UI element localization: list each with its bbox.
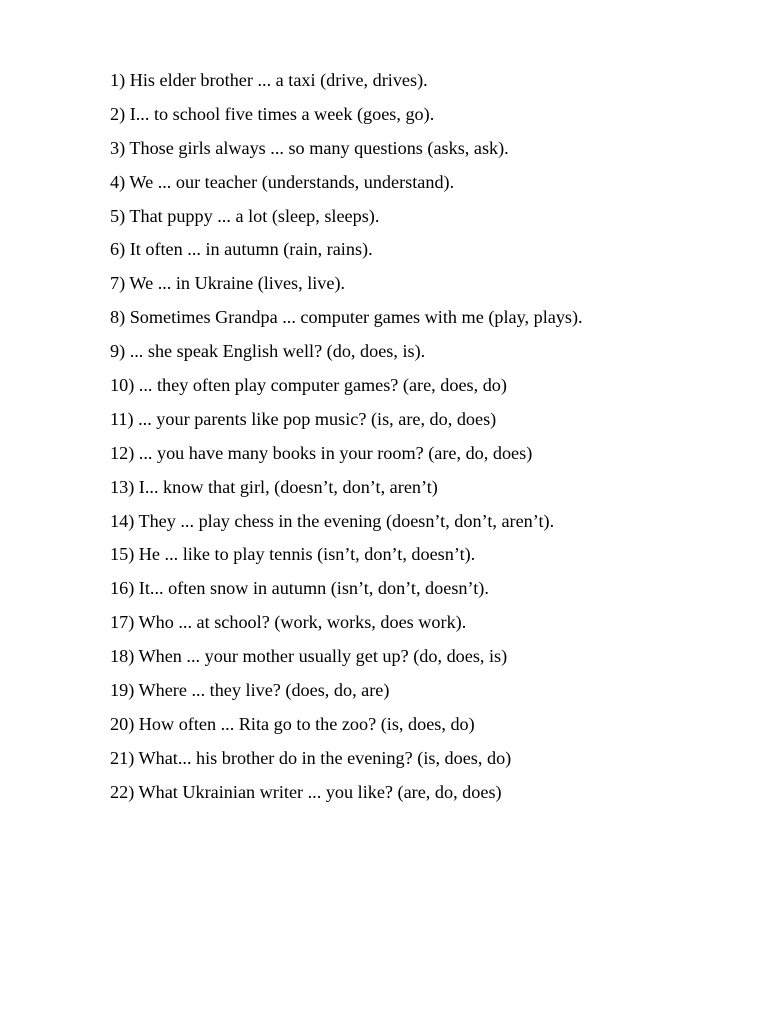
exercise-item-11: 11) ... your parents like pop music? (is, are, do, does) (110, 408, 497, 429)
exercise-item-13: 13) I... know that girl, (doesn’t, don’t, aren’t) (110, 476, 438, 497)
exercise-item-15: 15) He ... like to play tennis (isn’t, don’t, doesn’t). (110, 544, 476, 565)
exercise-item-14: 14) They ... play chess in the evening (doesn’t, don’t, aren’t). (110, 510, 555, 531)
exercise-item-12: 12) ... you have many books in your room? (are, do, does) (110, 442, 533, 463)
exercise-item-6: 6) It often ... in autumn (rain, rains). (110, 239, 373, 260)
exercise-item-3: 3) Those girls always ... so many questions (asks, ask). (110, 137, 509, 158)
exercise-item-1: 1) His elder brother ... a taxi (drive, drives). (110, 70, 428, 90)
exercise-item-17: 17) Who ... at school? (work, works, does work). (110, 612, 467, 633)
exercise-item-16: 16) It... often snow in autumn (isn’t, don’t, doesn’t). (110, 578, 489, 599)
exercise-item-22: 22) What Ukrainian writer ... you like? (are, do, does) (110, 781, 502, 802)
exercise-item-19: 19) Where ... they live? (does, do, are) (110, 680, 390, 701)
exercise-item-4: 4) We ... our teacher (understands, understand). (110, 171, 455, 192)
exercise-item-21: 21) What... his brother do in the evening? (is, does, do) (110, 747, 512, 768)
exercise-item-8: 8) Sometimes Grandpa ... computer games with me (play, plays). (110, 307, 583, 328)
exercise-item-2: 2) I... to school five times a week (goes, go). (110, 103, 435, 124)
exercise-item-20: 20) How often ... Rita go to the zoo? (is, does, do) (110, 713, 475, 734)
exercise-item-7: 7) We ... in Ukraine (lives, live). (110, 273, 346, 294)
exercise-item-5: 5) That puppy ... a lot (sleep, sleeps). (110, 205, 380, 226)
exercise-item-18: 18) When ... your mother usually get up? (do, does, is) (110, 646, 508, 667)
exercise-list (110, 66, 583, 812)
exercise-item-9: 9) ... she speak English well? (do, does, is). (110, 341, 426, 362)
exercise-item-10: 10) ... they often play computer games? (are, does, do) (110, 375, 507, 396)
